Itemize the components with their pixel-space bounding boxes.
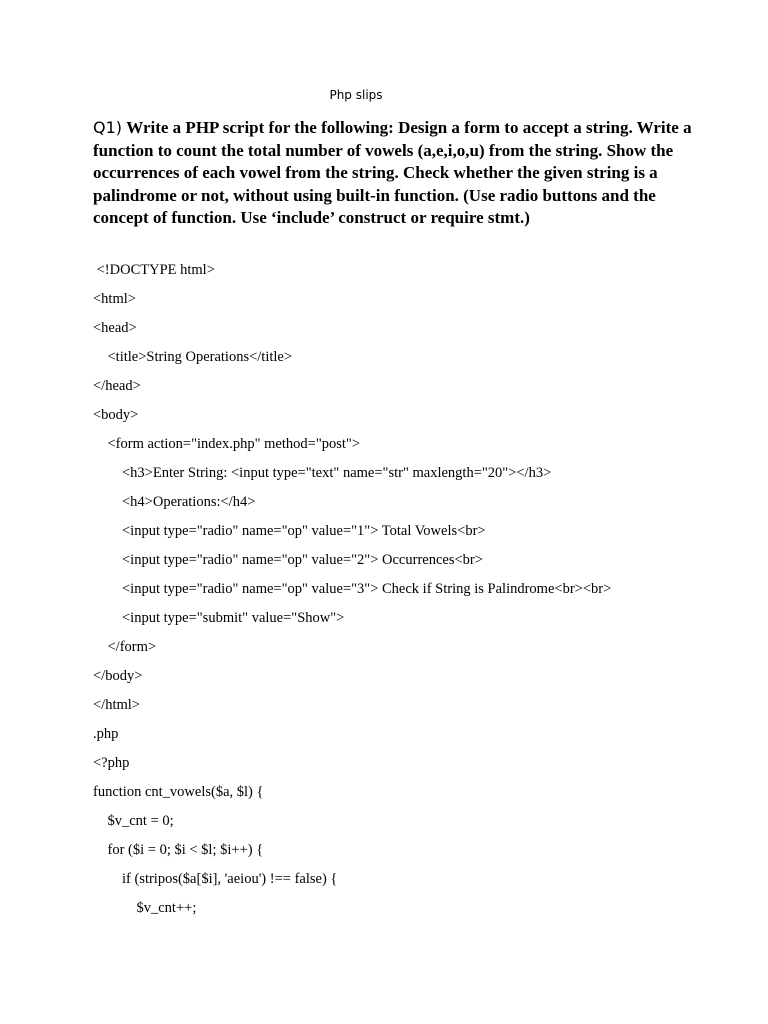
- code-line: function cnt_vowels($a, $l) {: [93, 784, 264, 800]
- code-line: $v_cnt = 0;: [93, 813, 174, 829]
- code-line: <title>String Operations</title>: [93, 349, 293, 365]
- code-line: <body>: [93, 407, 139, 423]
- code-line: <html>: [93, 291, 136, 307]
- question-label: Q1): [93, 118, 123, 137]
- code-line: if (stripos($a[$i], 'aeiou') !== false) {: [93, 871, 338, 887]
- code-line: <!DOCTYPE html>: [93, 262, 215, 278]
- code-line: <input type="submit" value="Show">: [93, 610, 345, 626]
- code-line: <h4>Operations:</h4>: [93, 494, 256, 510]
- code-line: for ($i = 0; $i < $l; $i++) {: [93, 842, 264, 858]
- question-block: [93, 117, 693, 230]
- code-line: </form>: [93, 639, 157, 655]
- code-line: <input type="radio" name="op" value="3"> Check if String is Palindrome<br><br>: [93, 581, 612, 597]
- code-line: <h3>Enter String: <input type="text" name="str" maxlength="20"></h3>: [93, 465, 552, 481]
- code-line: </html>: [93, 697, 140, 713]
- code-line: <head>: [93, 320, 137, 336]
- code-line: <input type="radio" name="op" value="1"> Total Vowels<br>: [93, 523, 486, 539]
- code-line: <input type="radio" name="op" value="2"> Occurrences<br>: [93, 552, 483, 568]
- code-line: </body>: [93, 668, 143, 684]
- code-line: $v_cnt++;: [93, 900, 197, 916]
- question-text: Write a PHP script for the following: Design a form to accept a string. Write a function to count the total number of vowels (a,e,i,o,u) from the string. Show the occurrences of each vowel from the string. Check whether the given string is a palindrome or not, without using built-in function. (Use radio buttons and the concept of function. Use ‘include’ construct or require stmt.): [93, 118, 692, 227]
- document-title: Php slips: [329, 88, 383, 102]
- code-listing: [93, 258, 733, 925]
- code-line: </head>: [93, 378, 141, 394]
- code-line: <form action="index.php" method="post">: [93, 436, 361, 452]
- code-line: <?php: [93, 755, 130, 771]
- code-line: .php: [93, 726, 119, 742]
